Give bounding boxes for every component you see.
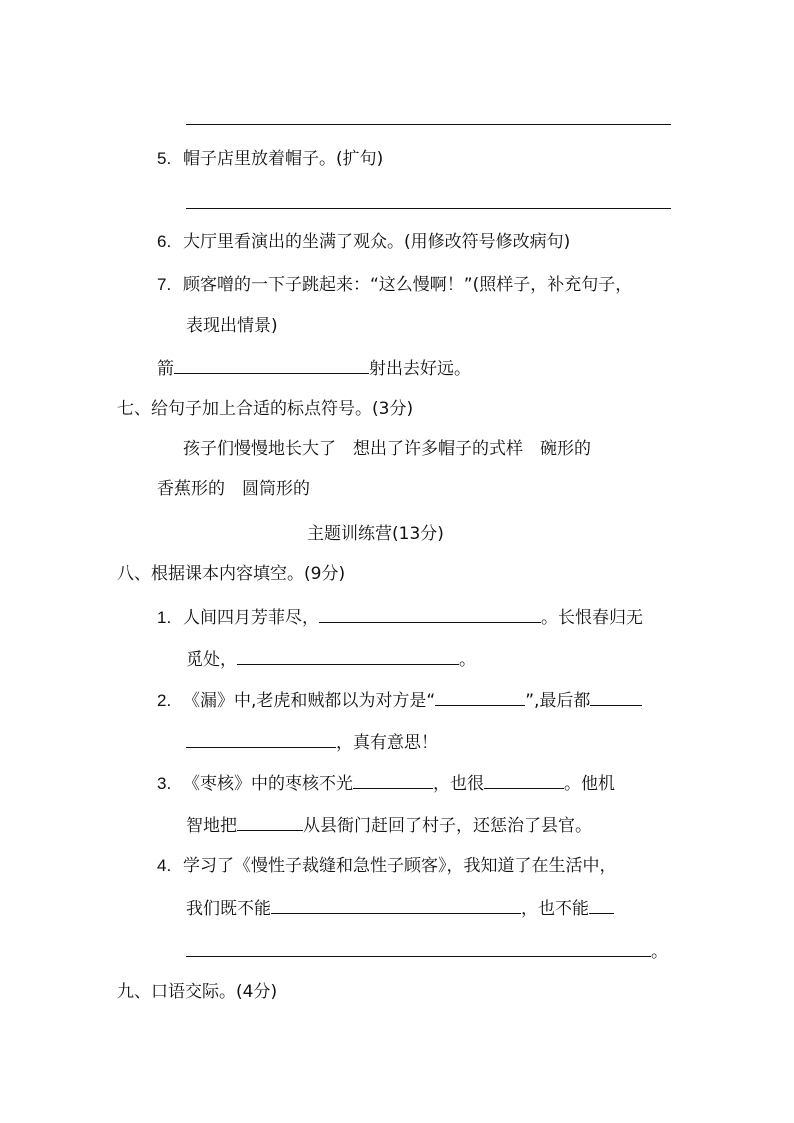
blank-1[interactable] (271, 897, 521, 914)
text: 觅处， (186, 650, 237, 670)
blank-2[interactable] (237, 648, 459, 665)
section-eight-title: 八、根据课本内容填空。(9分) (117, 564, 346, 584)
item-number: 7. (157, 275, 172, 294)
answer-line-4[interactable] (186, 124, 671, 125)
item-number: 3. (157, 774, 172, 793)
section-seven-title: 七、给句子加上合适的标点符号。(3分) (117, 399, 414, 419)
item-text: 帽子店里放着帽子。(扩句) (183, 149, 384, 169)
answer-line-5[interactable] (186, 208, 671, 209)
text: 智地把 (186, 816, 237, 836)
item-number: 6. (157, 232, 172, 251)
blank-2-cont[interactable] (186, 731, 336, 748)
fill-item-1 (157, 606, 643, 628)
fill-item-4 (157, 855, 617, 877)
item-text: 顾客噌的一下子跳起来：“这么慢啊！”(照样子，补充句子， (183, 275, 633, 295)
answer-prefix: 箭 (157, 359, 174, 379)
section-nine-title: 九、口语交际。(4分) (117, 982, 278, 1002)
blank-1[interactable] (435, 689, 525, 706)
text: 学习了《慢性子裁缝和急性子顾客》，我知道了在生活中， (183, 856, 617, 876)
text: 人间四月芳菲尽， (183, 608, 319, 628)
text: 。 (651, 942, 668, 962)
fill-item-4-cont2 (186, 940, 668, 962)
item-5 (157, 148, 383, 170)
item-7-answer (157, 357, 471, 379)
text: ”,最后都 (525, 691, 591, 711)
text: 我们既不能 (186, 899, 271, 919)
item-text: 大厅里看演出的坐满了观众。(用修改符号修改病句) (183, 232, 571, 252)
text: ，也很 (433, 774, 484, 794)
punctuation-sentence-line-1: 孩子们慢慢地长大了 想出了许多帽子的式样 碗形的 (183, 439, 591, 459)
blank-1[interactable] (319, 606, 541, 623)
fill-item-1-cont (186, 648, 476, 670)
fill-item-4-cont (186, 897, 614, 919)
fill-item-3-cont (186, 814, 592, 836)
item-7-cont (186, 315, 278, 337)
item-7 (157, 274, 632, 296)
text: 《漏》中,老虎和贼都以为对方是“ (183, 691, 436, 711)
text: ，真有意思！ (336, 733, 438, 753)
text: 。他机 (564, 774, 615, 794)
blank-2[interactable] (484, 772, 564, 789)
blank-3[interactable] (237, 814, 303, 831)
text: ，也不能 (521, 899, 589, 919)
fill-item-3 (157, 772, 615, 794)
fill-item-2-cont (186, 731, 438, 753)
text: 从县衙门赶回了村子，还惩治了县官。 (303, 816, 592, 836)
theme-camp-title: 主题训练营(13分) (307, 524, 444, 544)
answer-blank[interactable] (174, 357, 369, 374)
blank-2[interactable] (589, 897, 614, 914)
text: 。长恨春归无 (541, 608, 643, 628)
item-number: 5. (157, 149, 172, 168)
item-number: 1. (157, 608, 172, 627)
item-number: 4. (157, 856, 172, 875)
blank-2[interactable] (590, 689, 642, 706)
text: 。 (459, 650, 476, 670)
item-text-cont: 表现出情景) (186, 316, 278, 336)
fill-item-2 (157, 689, 642, 711)
blank-1[interactable] (353, 772, 433, 789)
item-number: 2. (157, 691, 172, 710)
punctuation-sentence-line-2: 香蕉形的 圆筒形的 (157, 479, 310, 499)
item-6 (157, 231, 570, 253)
text: 《枣核》中的枣核不光 (183, 774, 353, 794)
blank-2-cont[interactable] (186, 940, 651, 957)
answer-suffix: 射出去好远。 (369, 359, 471, 379)
